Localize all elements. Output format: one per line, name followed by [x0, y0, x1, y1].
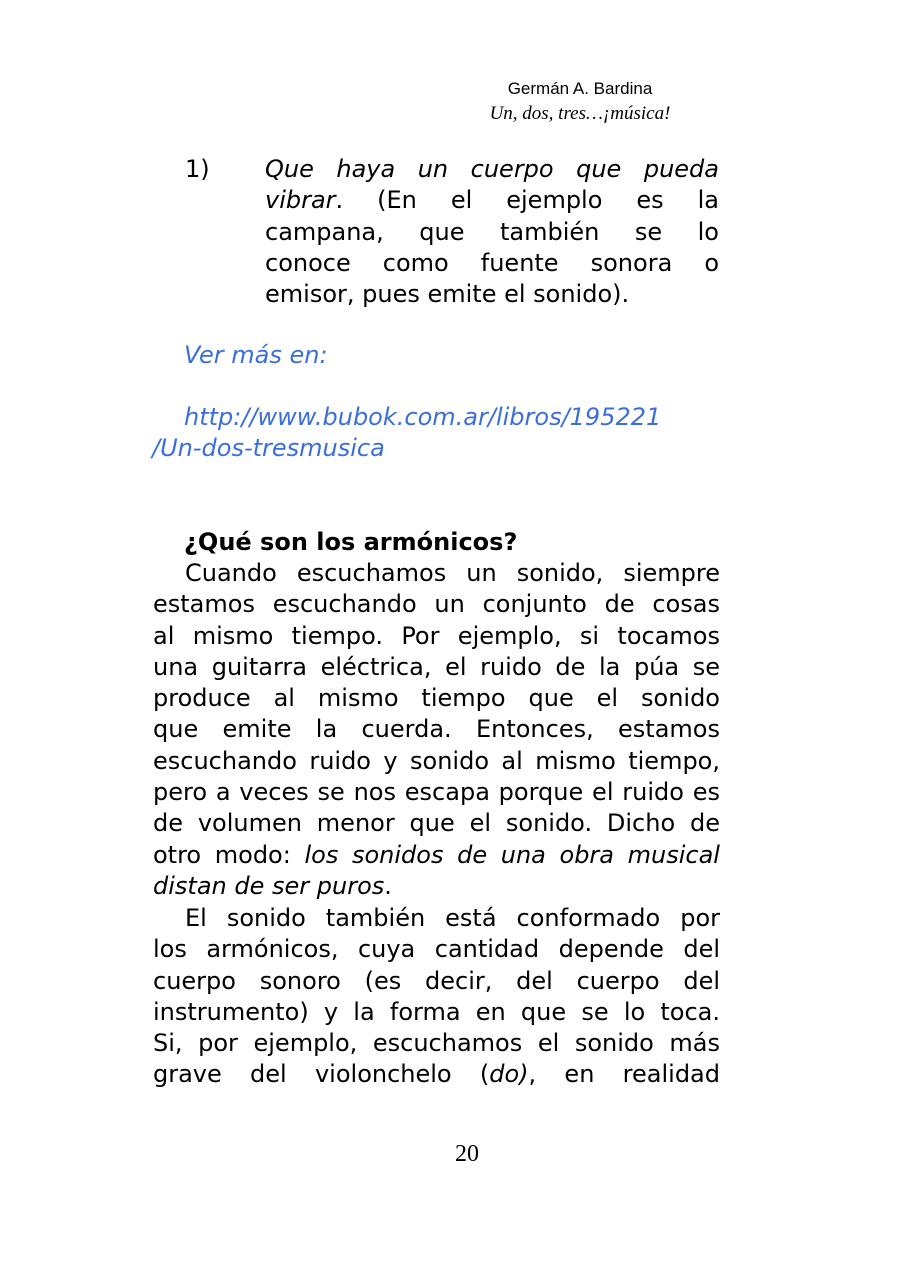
- text: grave del violonchelo (: [153, 1060, 490, 1089]
- paragraph-2: [153, 903, 720, 1091]
- text: Si, por ejemplo, escuchamos el sonido más: [153, 1029, 720, 1058]
- list-item-text: [265, 154, 719, 310]
- paragraph-1: [153, 558, 720, 902]
- italic-text: Que haya un cuerpo que pueda: [265, 155, 719, 183]
- text: otro modo:: [153, 840, 305, 869]
- text-line: [153, 903, 720, 934]
- running-header-book-title: Un, dos, tres…¡música!: [489, 103, 671, 124]
- text-line: [153, 1028, 720, 1059]
- text-line: [265, 217, 719, 248]
- text-line: [153, 558, 720, 589]
- text: . (En el ejemplo es la: [335, 186, 719, 215]
- running-header-author: Germán A. Bardina: [507, 79, 653, 98]
- text: pero a veces se nos escapa porque el ruido es: [153, 778, 720, 807]
- text-line: [153, 966, 720, 997]
- text-line: [153, 840, 720, 871]
- text-line: [153, 714, 720, 745]
- text: una guitarra eléctrica, el ruido de la púa se: [153, 652, 720, 681]
- text-line: [153, 934, 720, 965]
- text-line: [265, 248, 719, 279]
- text: conoce como fuente sonora o: [265, 248, 719, 277]
- page-number: 20: [455, 1141, 479, 1167]
- text-line: [265, 279, 719, 310]
- book-link-line1[interactable]: http://www.bubok.com.ar/libros/195221: [184, 403, 662, 431]
- text-line: [153, 652, 720, 683]
- text: que emite la cuerda. Entonces, estamos: [153, 715, 720, 744]
- text-line: [153, 589, 720, 620]
- text: los armónicos, cuya cantidad depende del: [153, 935, 720, 964]
- book-link-line2[interactable]: /Un-dos-tresmusica: [152, 434, 385, 463]
- text: , en realidad: [528, 1060, 720, 1089]
- text: estamos escuchando un conjunto de cosas: [153, 590, 720, 619]
- section-heading: ¿Qué son los armónicos?: [184, 528, 518, 556]
- text: El sonido también está conformado por: [185, 904, 720, 932]
- italic-text: vibrar: [265, 186, 336, 215]
- text: .: [384, 871, 392, 900]
- text: emisor, pues emite el sonido).: [265, 280, 630, 309]
- text-line: [153, 871, 720, 902]
- book-link[interactable]: [152, 402, 661, 465]
- list-item-number: 1): [185, 155, 210, 183]
- text: al mismo tiempo. Por ejemplo, si tocamos: [153, 621, 720, 650]
- text-line: [153, 746, 720, 777]
- text-line: [265, 185, 719, 216]
- text-line: [265, 154, 719, 185]
- text: escuchando ruido y sonido al mismo tiempo,: [153, 746, 720, 775]
- text: cuerpo sonoro (es decir, del cuerpo del: [153, 966, 720, 995]
- text: campana, que también se lo: [265, 217, 719, 246]
- text-line: [153, 777, 720, 808]
- text: Cuando escuchamos un sonido, siempre: [185, 559, 720, 587]
- text-line: [153, 808, 720, 839]
- italic-text: los sonidos de una obra musical: [304, 840, 720, 869]
- text-line: [153, 1059, 720, 1090]
- see-more-label: Ver más en:: [184, 341, 328, 369]
- text: produce al mismo tiempo que el sonido: [153, 684, 720, 713]
- text-line: [153, 621, 720, 652]
- text: de volumen menor que el sonido. Dicho de: [153, 809, 720, 838]
- italic-text: distan de ser puros: [153, 871, 385, 900]
- text-line: [153, 997, 720, 1028]
- text: instrumento) y la forma en que se lo toca.: [153, 997, 720, 1026]
- italic-text: do): [489, 1060, 529, 1089]
- text-line: [153, 683, 720, 714]
